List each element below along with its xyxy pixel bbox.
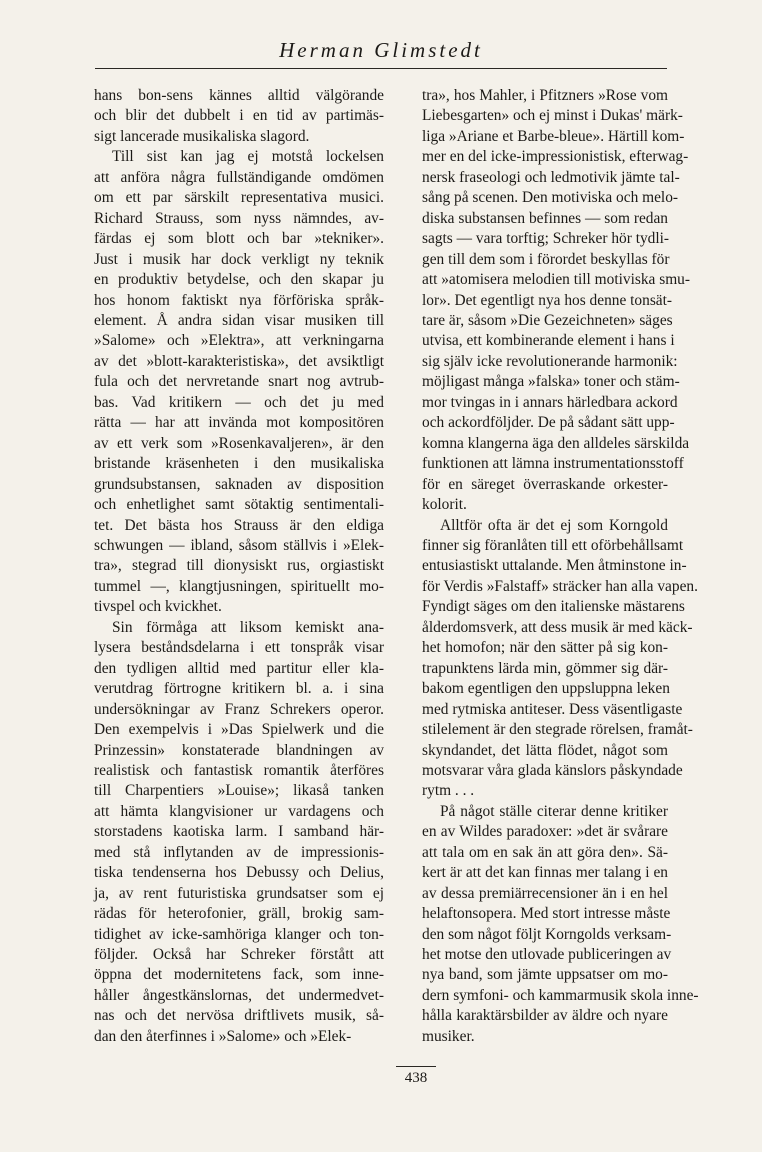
text-line: Sin förmåga att liksom kemiskt ana- (112, 618, 384, 636)
text-line: tidighet av icke-samhöriga klanger och ton- (94, 925, 384, 943)
page-number: 438 (396, 1066, 436, 1087)
text-line: tra», hos Mahler, i Pfitzners »Rose vom (422, 87, 668, 104)
text-line: tra», stegrad till dionysiskt rus, orgiastiskt (94, 557, 384, 575)
left-text-column (94, 86, 384, 1047)
text-line: för Verdis »Falstaff» sträcker han alla vapen. (422, 577, 698, 595)
text-line: Fyndigt säges om den italienske mästarens (422, 598, 685, 616)
text-line: den som något följt Korngolds verksam- (422, 925, 672, 943)
text-line: tummel —, klangtjusningen, spirituellt mo- (94, 577, 384, 595)
text-line: helaftonsopera. Med stort intresse måste (422, 905, 671, 923)
text-line: och blir det dubbelt i en tid av partimäs- (94, 107, 384, 125)
text-line: Liebesgarten» och ej minst i Dukas' märk- (422, 107, 683, 125)
text-line: hos honom faktiskt nya förföriska språk- (94, 291, 384, 309)
text-line: tiska tendenserna hos Debussy och Delius, (94, 864, 384, 882)
text-line: dern symfoni- och kammarmusik skola inne- (422, 986, 699, 1004)
text-line: att anföra några fullständigande omdömen (94, 168, 384, 186)
text-line: den tydligen alltid med partitur eller kla- (94, 659, 384, 677)
text-line: diska substansen befinnes — som redan (422, 209, 668, 227)
text-line: sig själv icke revolutionerande harmonik: (422, 352, 678, 370)
text-line: kolorit. (422, 496, 467, 514)
text-line: motsvarar våra glada känslors påskyndade (422, 761, 683, 779)
text-line: funktionen att lämna instrumentationsstoff (422, 455, 684, 473)
text-line: en av Wildes paradoxer: »det är svårare (422, 823, 668, 841)
text-line: nersk fraseologi och ledmotivik jämte tal- (422, 168, 680, 186)
text-line: för en säreget överraskande orkester- (422, 475, 668, 493)
text-line: Till sist kan jag ej motstå lockelsen (112, 148, 384, 166)
text-line: På något ställe citerar denne kritiker (440, 802, 668, 820)
text-line: fula och det nervretande snart nog avtrub- (94, 373, 384, 391)
text-line: till Charpentiers »Louise»; likaså tanken (94, 782, 384, 800)
text-line: av det »blott-karakteristiska», det avsiktligt (94, 352, 384, 370)
text-line: tet. Det bästa hos Strauss är den eldiga (94, 516, 384, 534)
text-line: med stå inflytanden av de impressionis- (94, 843, 384, 861)
text-line: Prinzessin» konstaterade blandningen av (94, 741, 384, 759)
text-line: tare är, såsom »Die Gezeichneten» säges (422, 311, 673, 329)
text-line: ålderdomsverk, att dess musik är med käck- (422, 618, 693, 636)
text-line: grundsubstansen, saknaden av disposition (94, 475, 384, 493)
text-line: ja, av rent futuristiska grundsatser som ej (94, 884, 384, 902)
text-line: bristande kräsenheten i den musikaliska (94, 455, 384, 473)
text-line: Just i musik har dock verkligt ny teknik (94, 250, 384, 268)
right-text-column (422, 86, 699, 1047)
text-line: med rytmiska antiteser. Dess väsentligaste (422, 700, 683, 718)
text-line: musiker. (422, 1027, 475, 1045)
text-line: gen till dem som i förordet beskyllas för (422, 250, 670, 268)
text-line: kert är att det kan finnas mer talang i en (422, 864, 668, 882)
text-line: öppna det modernitetens fack, som inne- (94, 966, 384, 984)
text-line: storstadens kaotiska larm. I samband här- (94, 823, 384, 841)
text-line: stilelement är den stegrade rörelsen, framåt- (422, 721, 693, 739)
text-line: möjligast många »falska» toner och stäm- (422, 373, 680, 391)
text-line: om ett par särskilt representativa musici. (94, 189, 384, 207)
text-line: mer en del icke-impressionistisk, efterwag- (422, 148, 689, 166)
text-line: lor». Det egentligt nya hos denne tonsät- (422, 291, 673, 309)
text-line: tivspel och kvickhet. (94, 598, 222, 616)
header-rule (95, 68, 667, 69)
text-line: hålla karaktärsbilder av äldre och nyare (422, 1007, 668, 1025)
text-line: Richard Strauss, som nyss nämndes, av- (94, 209, 384, 227)
text-line: mor tvingas in i annars härledbara ackord (422, 393, 678, 411)
text-line: sigt lancerade musikaliska slagord. (94, 127, 310, 145)
text-line: av ett verk som »Rosenkavaljeren», är den (94, 434, 384, 452)
text-line: sagts — vara torftig; Schreker hör tydli- (422, 230, 670, 248)
text-line: »Salome» och »Elektra», att verkningarna (94, 332, 384, 350)
text-line: och ackordföljder. De på sådant sätt upp- (422, 414, 675, 432)
text-line: och enhetlighet samt sötaktig sentimentali- (94, 496, 384, 514)
running-header: Herman Glimstedt (279, 38, 483, 62)
text-line: realistisk och fantastisk romantik återföres (94, 761, 384, 779)
text-line: entusiastiskt uttalande. Men åtminstone in- (422, 557, 687, 575)
text-line: trapunktens lärda min, gömmer sig där- (422, 659, 668, 677)
text-line: rätta — har att invända mot kompositören (94, 414, 384, 432)
text-line: av dessa premiärrecensioner än i en hel (422, 884, 668, 902)
text-line: följder. Också har Schreker förstått att (94, 946, 384, 964)
text-line: komna klangerna äga den alldeles särskilda (422, 434, 690, 452)
text-line: en produktiv betydelse, och den skapar ju (94, 271, 384, 289)
text-line: liga »Ariane et Barbe-bleue». Härtill kom- (422, 127, 685, 145)
text-line: verutdrag förtrogne kritikern bl. a. i sina (94, 680, 384, 698)
text-line: bakom egentligen den uppsluppna leken (422, 680, 670, 698)
text-line: nas och det nervösa driftlivets musik, så- (94, 1007, 384, 1025)
text-line: skyndandet, det lätta flödet, något som (422, 741, 668, 759)
text-line: rädas för heterofonier, gräll, brokig sam- (94, 905, 384, 923)
text-line: het motse den utlovade publiceringen av (422, 946, 672, 964)
text-line: dan den återfinnes i »Salome» och »Elek- (94, 1027, 352, 1045)
text-line: element. Å andra sidan visar musiken till (94, 311, 384, 329)
text-line: att tala om en sak än att göra den». Sä- (422, 843, 668, 861)
text-line: lysera beståndsdelarna i ett tonspråk visar (94, 639, 384, 657)
text-line: schwungen — ibland, såsom ställvis i »Elek- (94, 536, 384, 554)
text-line: finner sig föranlåten till ett oförbehållsamt (422, 536, 684, 554)
text-line: hans bon-sens kännes alltid välgörande (94, 87, 384, 104)
text-line: het homofon; när den sätter på sig kon- (422, 639, 668, 657)
text-line: håller ångestkänslornas, det undermedvet- (94, 986, 384, 1004)
text-line: bas. Vad kritikern — och det ju med (94, 393, 384, 411)
text-line: att »atomisera melodien till motiviska smu- (422, 271, 691, 289)
text-line: nya band, som jämte uppsatser om mo- (422, 966, 668, 984)
text-line: färdas ej som blott och bar »tekniker». (94, 230, 384, 248)
text-line: att hämta klangvisioner ur vardagens och (94, 802, 384, 820)
text-line: utvisa, ett kombinerande element i hans i (422, 332, 675, 350)
text-line: Den exempelvis i »Das Spielwerk und die (94, 721, 384, 739)
text-line: Alltför ofta är det ej som Korngold (440, 516, 668, 534)
text-line: rytm . . . (422, 782, 475, 800)
text-line: sång på scenen. Den motiviska och melo- (422, 189, 679, 207)
text-line: undersökningar av Franz Schrekers operor. (94, 700, 384, 718)
